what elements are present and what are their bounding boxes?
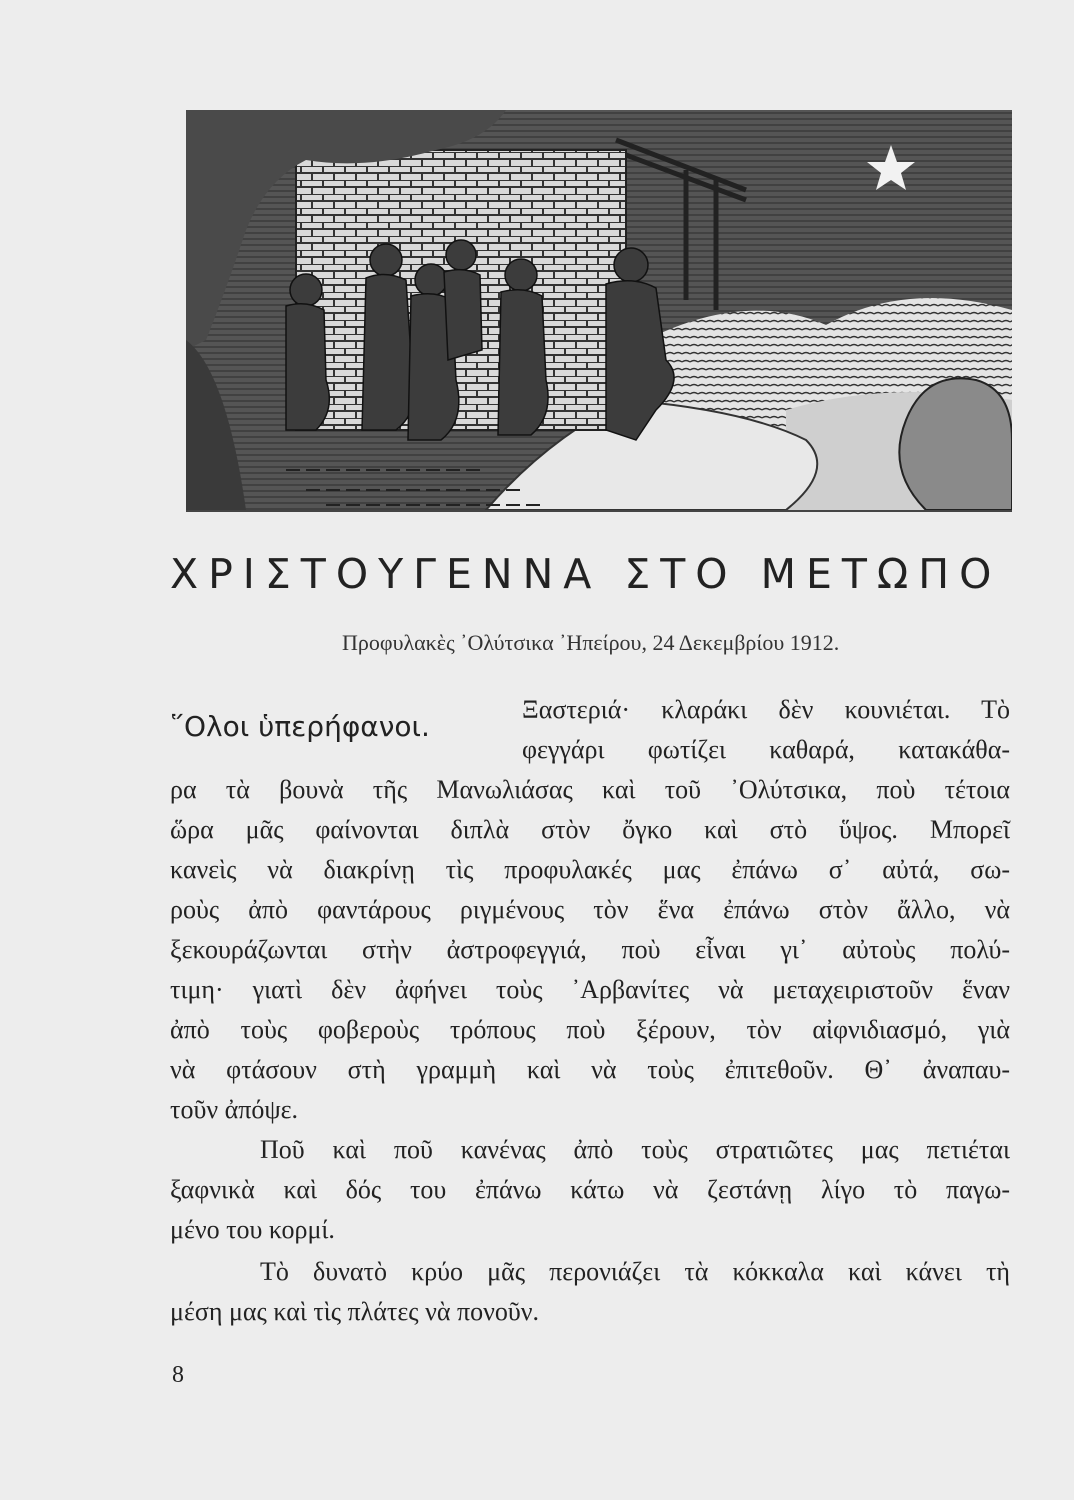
text-line: κανεὶς νὰ διακρίνῃ τὶς προφυλακές μας ἐπάνω σ᾿ αὐτά, σω- (170, 855, 1010, 884)
text-line: Τὸ δυνατὸ κρύο μᾶς περονιάζει τὰ κόκκαλα καὶ κάνει τὴ (260, 1257, 1010, 1286)
paragraph-1 (170, 690, 1010, 1130)
page-number: 8 (172, 1362, 184, 1388)
text-line: ξαφνικὰ καὶ δός του ἐπάνω κάτω νὰ ζεστάνῃ λίγο τὸ παγω- (170, 1175, 1010, 1204)
text-line: τιμη· γιατὶ δὲν ἀφήνει τοὺς ᾿Αρβανίτες νὰ μεταχειριστοῦν ἕναν (170, 975, 1010, 1004)
text-line: μέση μας καὶ τὶς πλάτες νὰ πονοῦν. (170, 1297, 539, 1326)
dateline: Προφυλακὲς ᾿Ολύτσικα ᾿Ηπείρου, 24 Δεκεμβρίου 1912. (342, 630, 840, 655)
woodcut-illustration (186, 110, 1012, 512)
paragraph-2 (170, 1130, 1010, 1250)
text-line: ὥρα μᾶς φαίνονται διπλὰ στὸν ὄγκο καὶ στὸ ὕψος. Μπορεῖ (170, 815, 1010, 844)
text-line: μένο του κορμί. (170, 1215, 335, 1244)
text-line: ξεκουράζωνται στὴν ἀστροφεγγιά, ποὺ εἶναι γι᾿ αὐτοὺς πολύ- (170, 935, 1010, 964)
text-line: ροὺς ἀπὸ φαντάρους ριγμένους τὸν ἕνα ἐπάνω στὸν ἄλλο, νὰ (170, 895, 1010, 924)
text-line: ρα τὰ βουνὰ τῆς Μανωλιάσας καὶ τοῦ ᾿Ολύτσικα, ποὺ τέτοια (170, 775, 1010, 804)
text-line: νὰ φτάσουν στὴ γραμμὴ καὶ νὰ τοὺς ἐπιτεθοῦν. Θ᾿ ἀναπαυ- (170, 1055, 1010, 1084)
side-heading: ῞Ολοι ὑπερήφανοι. (170, 710, 430, 743)
text-line: Ποῦ καὶ ποῦ κανένας ἀπὸ τοὺς στρατιῶτες μας πετιέται (260, 1135, 1010, 1164)
text-line: ἀπὸ τοὺς φοβεροὺς τρόπους ποὺ ξέρουν, τὸν αἰφνιδιασμό, γιὰ (170, 1015, 1010, 1044)
paragraph-3 (170, 1252, 1010, 1332)
text-line: φεγγάρι φωτίζει καθαρά, κατακάθα- (522, 735, 1010, 764)
text-line: τοῦν ἀπόψε. (170, 1095, 299, 1124)
text-line: Ξαστεριά· κλαράκι δὲν κουνιέται. Τὸ (522, 695, 1010, 724)
chapter-title: ΧΡΙΣΤΟΥΓΕΝΝΑ ΣΤΟ ΜΕΤΩΠΟ (170, 550, 1002, 598)
